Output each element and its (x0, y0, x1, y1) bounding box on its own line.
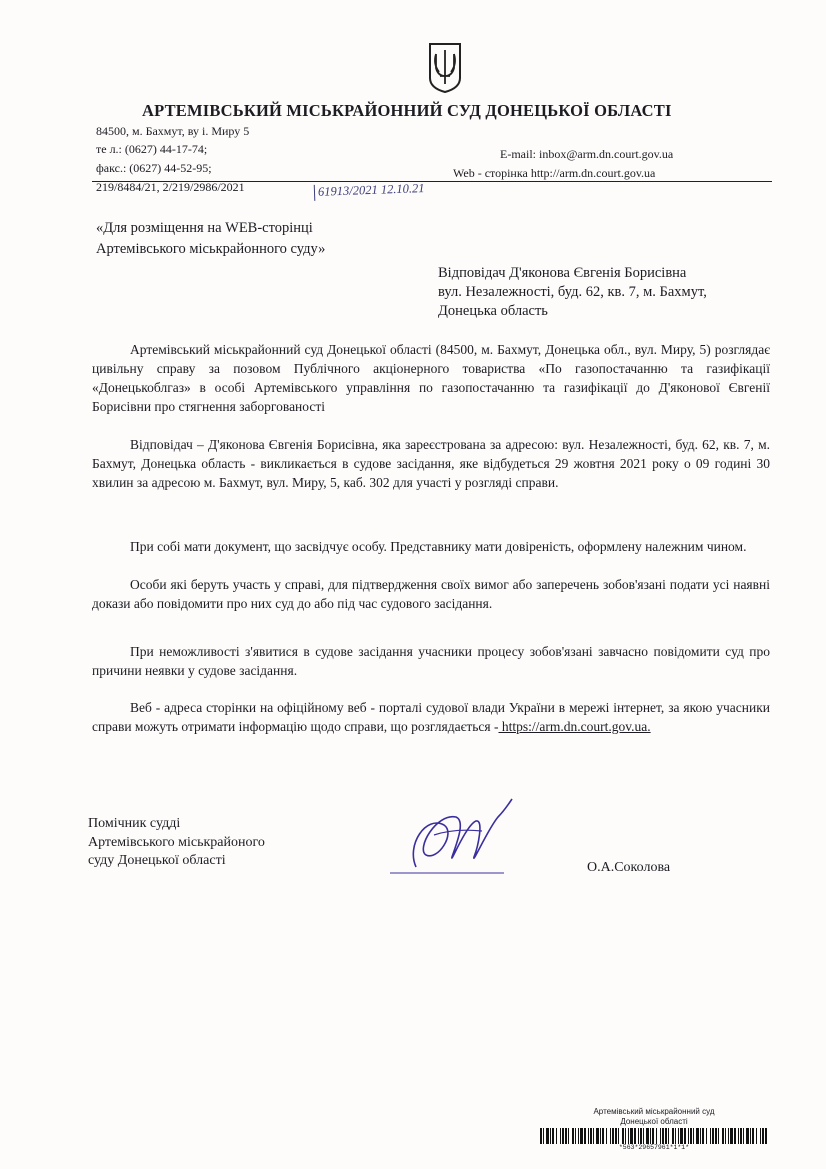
position-line-3: суду Донецької області (88, 853, 226, 868)
barcode-bar (640, 1128, 642, 1144)
barcode-bar (646, 1128, 649, 1144)
court-website-link[interactable]: https://arm.dn.court.gov.ua. (498, 719, 651, 734)
barcode-bar (710, 1128, 711, 1144)
barcode-bar (552, 1128, 554, 1144)
addressee-name: Відповідач Д'яконова Євгенія Борисівна (438, 265, 687, 281)
barcode-bar (550, 1128, 551, 1144)
signer-name: О.А.Соколова (587, 860, 671, 875)
signatory-position (88, 815, 265, 871)
body-paragraph-case: Артемівський міськрайонний суд Донецької області (84500, м. Бахмут, Донецька обл., вул. Миру, 5) розглядає цивільну справу за позовом Публічного акціонерного товариства «По газопостачанню та газифікації «Донецькоблгаз» в особі Артемівського управління по газопостачанню та газифікації до Д'яконової Євгенії Борисівни про стягнення заборгованості (92, 342, 770, 414)
case-numbers: 219/8484/21, 2/219/2986/2021 (96, 180, 245, 194)
barcode-bar (606, 1128, 607, 1144)
barcode-bar (700, 1128, 701, 1144)
barcode-bar (596, 1128, 599, 1144)
barcode-bar (696, 1128, 699, 1144)
barcode-bar (725, 1128, 726, 1144)
barcode-bar (712, 1128, 714, 1144)
barcode-bar (693, 1128, 694, 1144)
barcode-bar (588, 1128, 589, 1144)
barcode-number: *563*29657961*1*1* (618, 1144, 690, 1151)
web-address-text: Веб - адреса сторінки на офіційному веб - порталі судової влади України в мережі інтернет, за якою учасники справи можуть отримати інформацію щодо справи, що розглядається - (92, 700, 770, 734)
barcode-bar (690, 1128, 692, 1144)
body-paragraph-absence: При неможливості з'явитися в судове засідання учасники процесу зобов'язані завчасно повідомити суд про причини неявки у судове засідання. (92, 644, 770, 678)
barcode-bar (618, 1128, 619, 1144)
barcode-bar (634, 1128, 636, 1144)
barcode-bar (593, 1128, 594, 1144)
trident-emblem-icon (428, 42, 462, 94)
barcode-bar (760, 1128, 761, 1144)
barcode-bar (568, 1128, 569, 1144)
barcode-bar (652, 1128, 654, 1144)
barcode-bar (672, 1128, 674, 1144)
court-title: АРТЕМІВСЬКИЙ МІСЬКРАЙОННИЙ СУД ДОНЕЦЬКОЇ ОБЛАСТІ (142, 101, 672, 120)
barcode-bar (762, 1128, 764, 1144)
barcode-bar (740, 1128, 742, 1144)
barcode-bar (615, 1128, 617, 1144)
web-note-line-1: «Для розміщення на WEB-сторінці (96, 220, 313, 236)
court-fax: факс.: (0627) 44-52-95; (96, 161, 212, 175)
barcode-bar (718, 1128, 719, 1144)
handwritten-registration-text: 61913/2021 12.10.21 (317, 181, 425, 199)
barcode-icon (540, 1128, 768, 1144)
barcode-bar (625, 1128, 626, 1144)
barcode-bar (556, 1128, 557, 1144)
barcode-bar (612, 1128, 614, 1144)
barcode-bar (743, 1128, 744, 1144)
web-publication-note (96, 218, 325, 260)
barcode-bar (628, 1128, 629, 1144)
barcode-bar (665, 1128, 667, 1144)
barcode-bar (706, 1128, 707, 1144)
addressee-region: Донецька область (438, 303, 548, 319)
barcode-bar (765, 1128, 767, 1144)
barcode-bar (638, 1128, 639, 1144)
barcode-bar (546, 1128, 549, 1144)
position-line-1: Помічник судді (88, 816, 181, 831)
registration-stamp (538, 1107, 770, 1152)
handwritten-registration-note (314, 181, 425, 201)
barcode-bar (575, 1128, 576, 1144)
barcode-bar (643, 1128, 644, 1144)
handwritten-slash-mark (314, 185, 316, 201)
barcode-bar (662, 1128, 664, 1144)
barcode-bar (684, 1128, 686, 1144)
handwritten-signature (386, 795, 526, 885)
body-paragraph-evidence: Особи які беруть участь у справі, для підтвердження своїх вимог або заперечень зобов'язані подати усі наявні докази або повідомити про них суд до або під час судового засідання. (92, 577, 770, 611)
position-line-2: Артемівського міськрайоного (88, 834, 265, 850)
barcode-bar (722, 1128, 724, 1144)
addressee-block (438, 264, 707, 321)
barcode-bar (562, 1128, 564, 1144)
barcode-bar (750, 1128, 751, 1144)
barcode-bar (688, 1128, 689, 1144)
barcode-bar (600, 1128, 601, 1144)
barcode-bar (610, 1128, 611, 1144)
barcode-bar (675, 1128, 676, 1144)
barcode-bar (602, 1128, 604, 1144)
barcode-bar (560, 1128, 561, 1144)
barcode-bar (630, 1128, 633, 1144)
barcode-bar (578, 1128, 579, 1144)
barcode-bar (660, 1128, 661, 1144)
header-divider (92, 181, 772, 182)
barcode-bar (656, 1128, 657, 1144)
web-note-line-2: Артемівського міськрайонного суду» (96, 241, 326, 257)
barcode-bar (584, 1128, 586, 1144)
body-paragraph-documents: При собі мати документ, що засвідчує особу. Представнику мати довіреність, оформлену належним чином. (130, 539, 747, 554)
barcode-bar (702, 1128, 704, 1144)
barcode-bar (728, 1128, 729, 1144)
barcode-bar (734, 1128, 736, 1144)
stamp-court-name-1: Артемівський міськрайонний суд (593, 1107, 715, 1116)
barcode-bar (543, 1128, 544, 1144)
barcode-bar (650, 1128, 651, 1144)
stamp-court-name-2: Донецької області (620, 1117, 688, 1126)
barcode-bar (730, 1128, 733, 1144)
barcode-bar (752, 1128, 754, 1144)
court-phone: те л.: (0627) 44-17-74; (96, 142, 208, 156)
barcode-bar (715, 1128, 717, 1144)
barcode-bar (668, 1128, 669, 1144)
barcode-bar (565, 1128, 567, 1144)
barcode-bar (756, 1128, 757, 1144)
barcode-bar (678, 1128, 679, 1144)
court-website: Web - сторінка http://arm.dn.court.gov.ua (453, 166, 656, 180)
barcode-bar (572, 1128, 574, 1144)
barcode-bar (590, 1128, 592, 1144)
body-paragraph-summons: Відповідач – Д'яконова Євгенія Борисівна, яка зареєстрована за адресою: вул. Незалежності, буд. 62, кв. 7, м. Бахмут, Донецька область - викликається в судове засідання, яке відбудеться 29 жовтня 2021 року о 09 годині 30 хвилин за адресою м. Бахмут, вул. Миру, 5, каб. 302 для участі у розгляді справи. (92, 437, 770, 490)
barcode-bar (680, 1128, 683, 1144)
barcode-bar (540, 1128, 542, 1144)
barcode-bar (738, 1128, 739, 1144)
barcode-bar (746, 1128, 749, 1144)
court-address: 84500, м. Бахмут, ву і. Миру 5 (96, 124, 250, 138)
addressee-street: вул. Незалежності, буд. 62, кв. 7, м. Бахмут, (438, 284, 707, 300)
barcode-bar (580, 1128, 583, 1144)
body-paragraph-web-address (92, 698, 770, 736)
barcode-bar (622, 1128, 624, 1144)
court-email: E-mail: inbox@arm.dn.court.gov.ua (500, 147, 674, 161)
